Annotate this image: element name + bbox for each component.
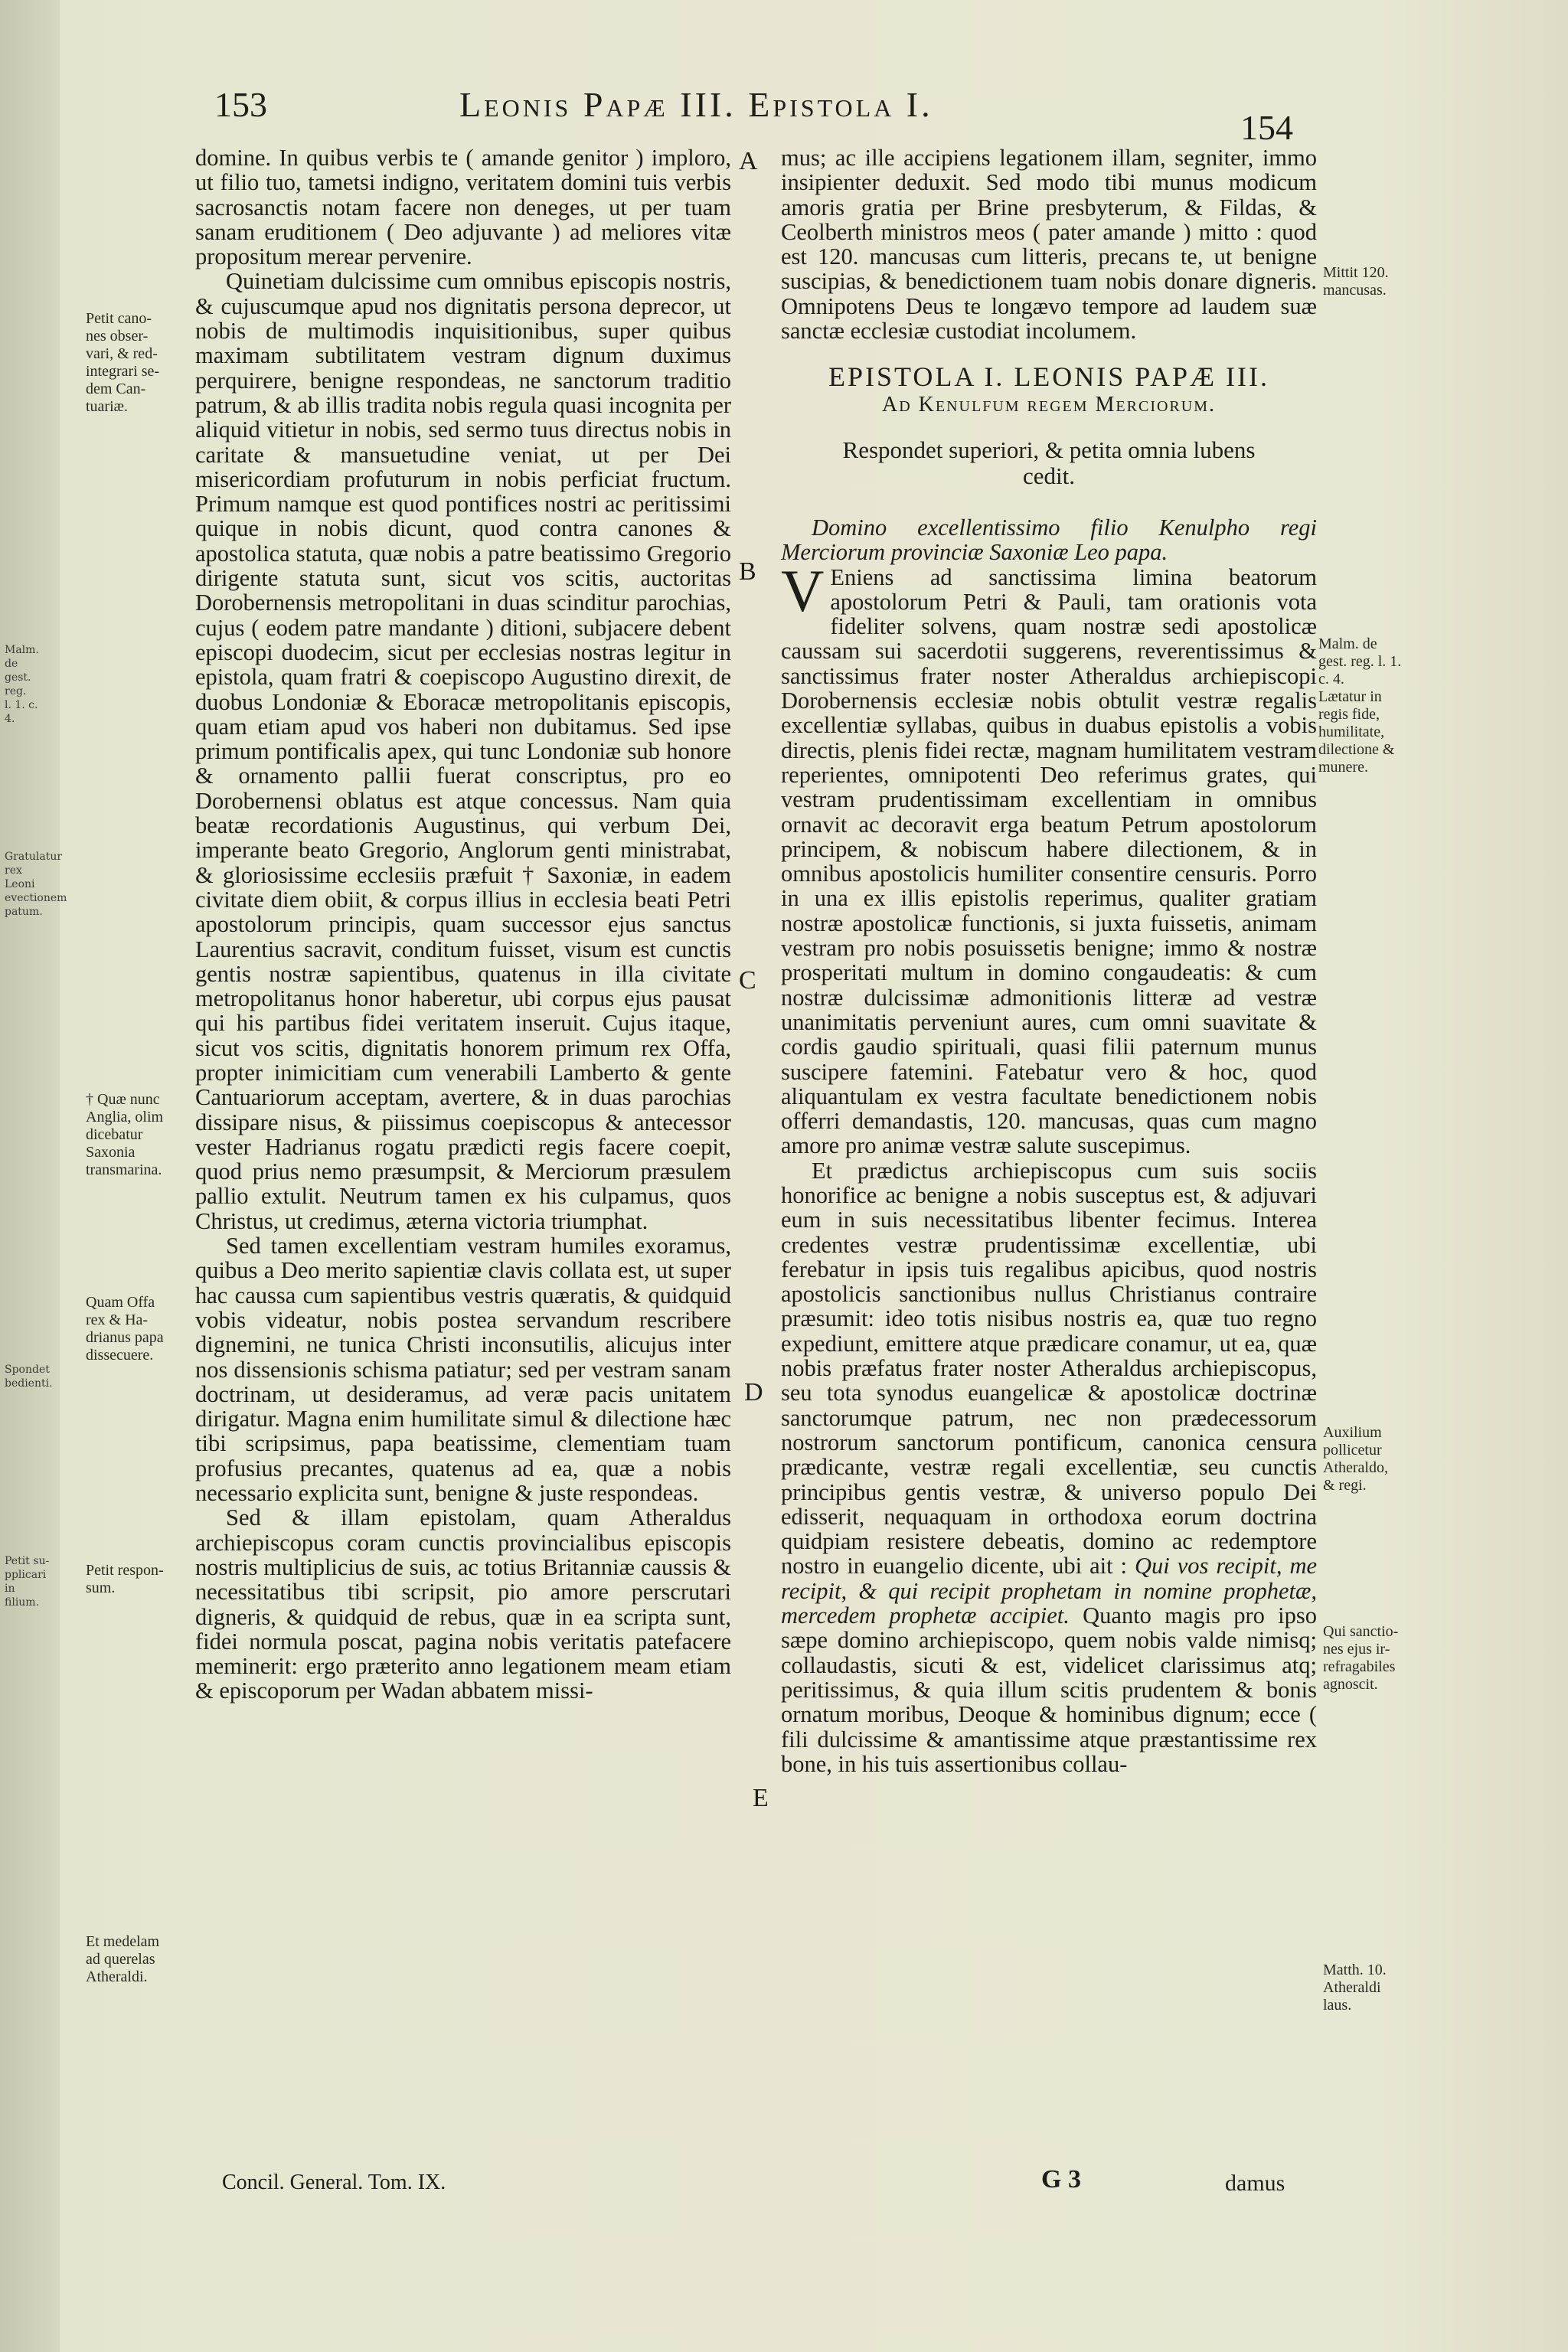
gutter-note: Gratulatur rex Leoni evectionem patum. xyxy=(5,851,67,918)
margin-note: Auxilium pollicetur Atheraldo, & regi. xyxy=(1323,1424,1388,1494)
epistola-argument: Respondet superiori, & petita omnia lubens cedit. xyxy=(842,436,1256,489)
paragraph: Sed tamen excellentiam vestram humiles exoramus, quibus a Deo merito sapientiæ clavis collata est, ut super hac caussa cum sapientibus vestris quæratis, & quidquid vobis videatur, nobis postea servandum rescribere dignemini, ne tunica Christi inconsutilis, alicujus inter nos dissensionis schisma patiatur; sed per vestram sanam doctrinam, ut desideramus, ad veræ pacis unitatem dirigatur. Magna enim humilitate simul & dilectione hæc tibi scripsimus, papa beatissime, clementiam tuam profusius precantes, quatenus ad ea, quæ a nobis necessario explicita sunt, benigne & juste respondeas. xyxy=(195,1233,731,1507)
paragraph-text: Et prædictus archiepiscopus cum suis sociis honorifice ac benigne a nobis susceptus est, & adjuvari eum in suis necessitatibus libenter fecimus. Interea credentes vestræ prudentissimæ excellentiæ, ubi ferebatur in ipsis tuis regalibus apicibus, quod nostris apostolicis sanctionibus nullus Christianus contraire præsumit: ideo totis nisibus nostris ea, quæ tuo regno expediunt, emittere atque prædicare conamur, ut ea, quæ nobis præfatus frater noster Atheraldus archiepiscopus, seu tota synodus euangelicæ & apostolicæ doctrinæ sanctorumque patrum, nec non prædecessorum nostrorum sanctorum pontificum, canonica censura prædicante, vestræ regali excellentiæ, seu cunctis principibus gentis vestræ, & universo populo Dei edisserit, nequaquam in orthodoxa eorum doctrina quidpiam resistere debeatis, domino ac redemptore nostro in euangelio dicente, ubi ait : xyxy=(781,1157,1317,1579)
section-letter: D xyxy=(744,1378,763,1406)
paragraph: Sed & illam epistolam, quam Atheraldus archiepiscopus coram cunctis provincialibus episcopis nostris multiplicius de suis, ac totius Britanniæ caussis & necessitatibus tibi scripsit, pio amore perscrutari digneris, & quidquid de rebus, quæ in ea scripta sunt, fidei normula poscat, pagina nobis veritatis patefacere meminerit: ergo præterito anno legationem meam etiam & episcoporum per Wadan abbatem missi- xyxy=(195,1504,731,1704)
gutter-note: Spondet bedienti. xyxy=(5,1364,53,1390)
paragraph xyxy=(781,557,1317,1159)
margin-note: † Quæ nunc Anglia, olim dicebatur Saxonia transmarina. xyxy=(86,1091,164,1178)
footer-volume: Concil. General. Tom. IX. xyxy=(222,2171,446,2194)
margin-note: Et medelam ad querelas Atheraldi. xyxy=(86,1933,160,1985)
section-letter: B xyxy=(739,557,756,586)
margin-note: Petit respon- sum. xyxy=(86,1562,164,1596)
paragraph: mus; ac ille accipiens legationem illam, segniter, immo insipienter deduxit. Sed modo tibi munus modicum amoris gratia per Brine presbyterum, & Fildas, & Ceolberth ministros meos ( pater amande ) mitto : quod est 120. mancusas cum litteris, precans te, ut benigne suscipias, & benedictionem tuam nobis donare digneris. Omnipotens Deus te longævo tempore ad laudem suæ sanctæ ecclesiæ custodiat incolumem. xyxy=(781,145,1317,345)
paragraph xyxy=(781,1158,1317,1776)
signature-mark: G 3 xyxy=(1041,2165,1081,2194)
margin-note: Petit cano- nes obser- vari, & red- integrari se- dem Can- tuariæ. xyxy=(86,310,160,415)
page-number-right: 154 xyxy=(1240,108,1293,147)
gutter-note: Petit su- pplicari in filium. xyxy=(5,1555,50,1609)
adjacent-page-gutter xyxy=(0,0,67,2352)
page-number-left: 153 xyxy=(214,85,267,124)
paragraph: Quinetiam dulcissime cum omnibus episcopis nostris, & cujuscumque apud nos dignitatis persona deprecor, ut nobis de multimodis inquisitionibus, super quibus maximam subtilitatem vestram dignum duximus perquirere, benigne respondeas, ne sanctorum traditio patrum, & ab illis tradita nobis regula quasi incognita per aliquid vitietur in nobis, sed sermo tuus directus nobis in caritate & mansuetudine veniat, ut per Dei misericordiam profuturum in nobis perficiat fructum. Primum namque est quod pontifices nostri ac peritissimi quique in nobis dicunt, quod contra canones & apostolica statuta, quæ nobis a patre beatissimo Gregorio dirigente statuta sunt, sicut vos scitis, auctoritas Dorobernensis metropolitani in duas scinditur parochias, cujus ( eodem patre mandante ) ditioni, subjacere debent episcopi duodecim, sicut per ecclesias nostras legitur in epistola, quam fratri & coepiscopo Augustino direxit, de duobus Londoniæ & Eboracæ metropolitanis episcopis, quam etiam apud vos haberi non dubitamus. Sed ipse primum pontificalis apex, qui tunc Londoniæ sub honore & ornamento pallii fuerat conscriptus, pro eo Dorobernensi oblatus est atque concessus. Nam quia beatæ recordationis Augustinus, qui verbum Dei, imperante beato Gregorio, Anglorum genti ministrabat, & gloriosissime ecclesiis præfuit † Saxoniæ, in eadem civitate diem obiit, & corpus illius in ecclesia beati Petri apostolorum principis, quam successor ejus sanctus Laurentius sacravit, conditum fuisset, visum est cunctis gentis nostræ sapientibus, quatenus in illa civitate metropolitanus honor haberetur, ubi corpus ejus pausat qui his partibus fidei veritatem inseruit. Cujus itaque, sicut vos scitis, dignitatis honorem primum rex Offa, propter inimicitiam cum venerabili Lamberto & gente Cantuariorum acceptam, avertere, & in duas parochias dissipare nisus, & piissimus coepiscopus & antecessor vester Hadrianus rogatu prædicti regis facere coepit, quod prius nemo præsumpsit, & Merciorum præsulem pallio extulit. Neutrum tamen ex his culpamus, quos Christus, ut credimus, æterna victoria triumphat. xyxy=(195,268,731,1234)
paragraph-text: Quanto magis pro ipso sæpe domino archiepiscopo, quem nobis valde nimisq; collaudastis, sicuti & est, videlicet clarissimus atq; peritissimus, & quia illum scitis prudentem & bonis ornatum moribus, Deoque & hominibus dignum; ecce ( fili dulcissime & amantissime atque præstantissime rex bone, in his tuis assertionibus collau- xyxy=(781,1602,1317,1777)
margin-note: Quam Offa rex & Ha- drianus papa dissecuere. xyxy=(86,1294,164,1364)
epistola-title: EPISTOLA I. LEONIS PAPÆ III. xyxy=(828,361,1270,393)
margin-note: Mittit 120. mancusas. xyxy=(1323,264,1389,299)
scripture-quote: Qui vos recipit, me recipit, & qui recipit prophetam in nomine prophetæ, mercedem prophetæ accipiet. xyxy=(781,1553,1318,1629)
margin-note: Qui sanctio- nes ejus ir- refragabiles agnoscit. xyxy=(1323,1623,1399,1693)
gutter-note: Malm. de gest. reg. l. 1. c. 4. xyxy=(5,644,39,725)
epistola-subtitle: Ad Kenulfum regem Merciorum. xyxy=(881,392,1217,416)
margin-note: Malm. de gest. reg. l. 1. c. 4. Lætatur in regis fide, humilitate, dilectione & munere. xyxy=(1318,635,1402,776)
section-letter: E xyxy=(753,1784,769,1812)
paragraph-text: Eniens ad sanctissima limina beatorum apostolorum Petri & Pauli, tam orationis vota fideliter solvens, quam nostræ sedi apostolicæ caussam sui sacerdotii suggerens, reverentissimus & sanctissimus frater noster Atheraldus archiepiscopi Dorobernensis ecclesiæ nobis obtulit vestræ regalis excellentiæ syllabas, quibus in duabus epistolis a vobis directis, plenis fidei rectæ, magnam humilitatem vestram reperientes, omnipotenti Deo referimus grates, qui vestram prudentissimam excellentiam in omnibus ornavit ac decoravit erga beatum Petrum apostolorum principem, & nobiscum habere dilectionem, & in omnibus apostolicis humiliter consentire censuris. Porro in una ex illis epistolis reperimus, qualiter gratiam nostræ apostolicæ functionis, si juxta fuissetis, animam vestram pro nobis posuissetis benigne; immo & nostræ prosperitati multum in domino congaudeatis: & cum nostræ dulcissimæ admonitionis litteræ ad vestræ unanimitatis perveniunt aures, cum omni suavitate & cordis gaudio spirituali, quasi filii paternum munus suscipere fatemini. Fatebatur vero & hoc, quod aliquantulam ex vestra facultate benedictionem nobis offerri demandastis, 120. mancusas, quas cum magno amore pro animæ vestræ salute suscepimus. xyxy=(781,564,1317,1159)
section-letter: A xyxy=(739,147,758,175)
paragraph: domine. In quibus verbis te ( amande genitor ) imploro, ut filio tuo, tametsi indigno, veritatem domini tuis verbis sacrosanctis notam facere non deneges, ut per tuam sanam eruditionem ( Deo adjuvante ) ad meliores vitæ propositum merear pervenire. xyxy=(195,145,731,270)
section-letter: C xyxy=(739,966,756,995)
running-head: Leonis Papæ III. Epistola I. xyxy=(459,85,933,124)
right-text-column xyxy=(781,145,1317,1776)
left-text-column xyxy=(195,145,731,1704)
catchword: damus xyxy=(1225,2171,1285,2196)
drop-cap: V xyxy=(781,557,825,624)
salutation: Domino excellentissimo filio Kenulpho regi Merciorum provinciæ Saxoniæ Leo papa. xyxy=(781,514,1317,566)
margin-note: Matth. 10. Atheraldi laus. xyxy=(1323,1962,1387,2014)
